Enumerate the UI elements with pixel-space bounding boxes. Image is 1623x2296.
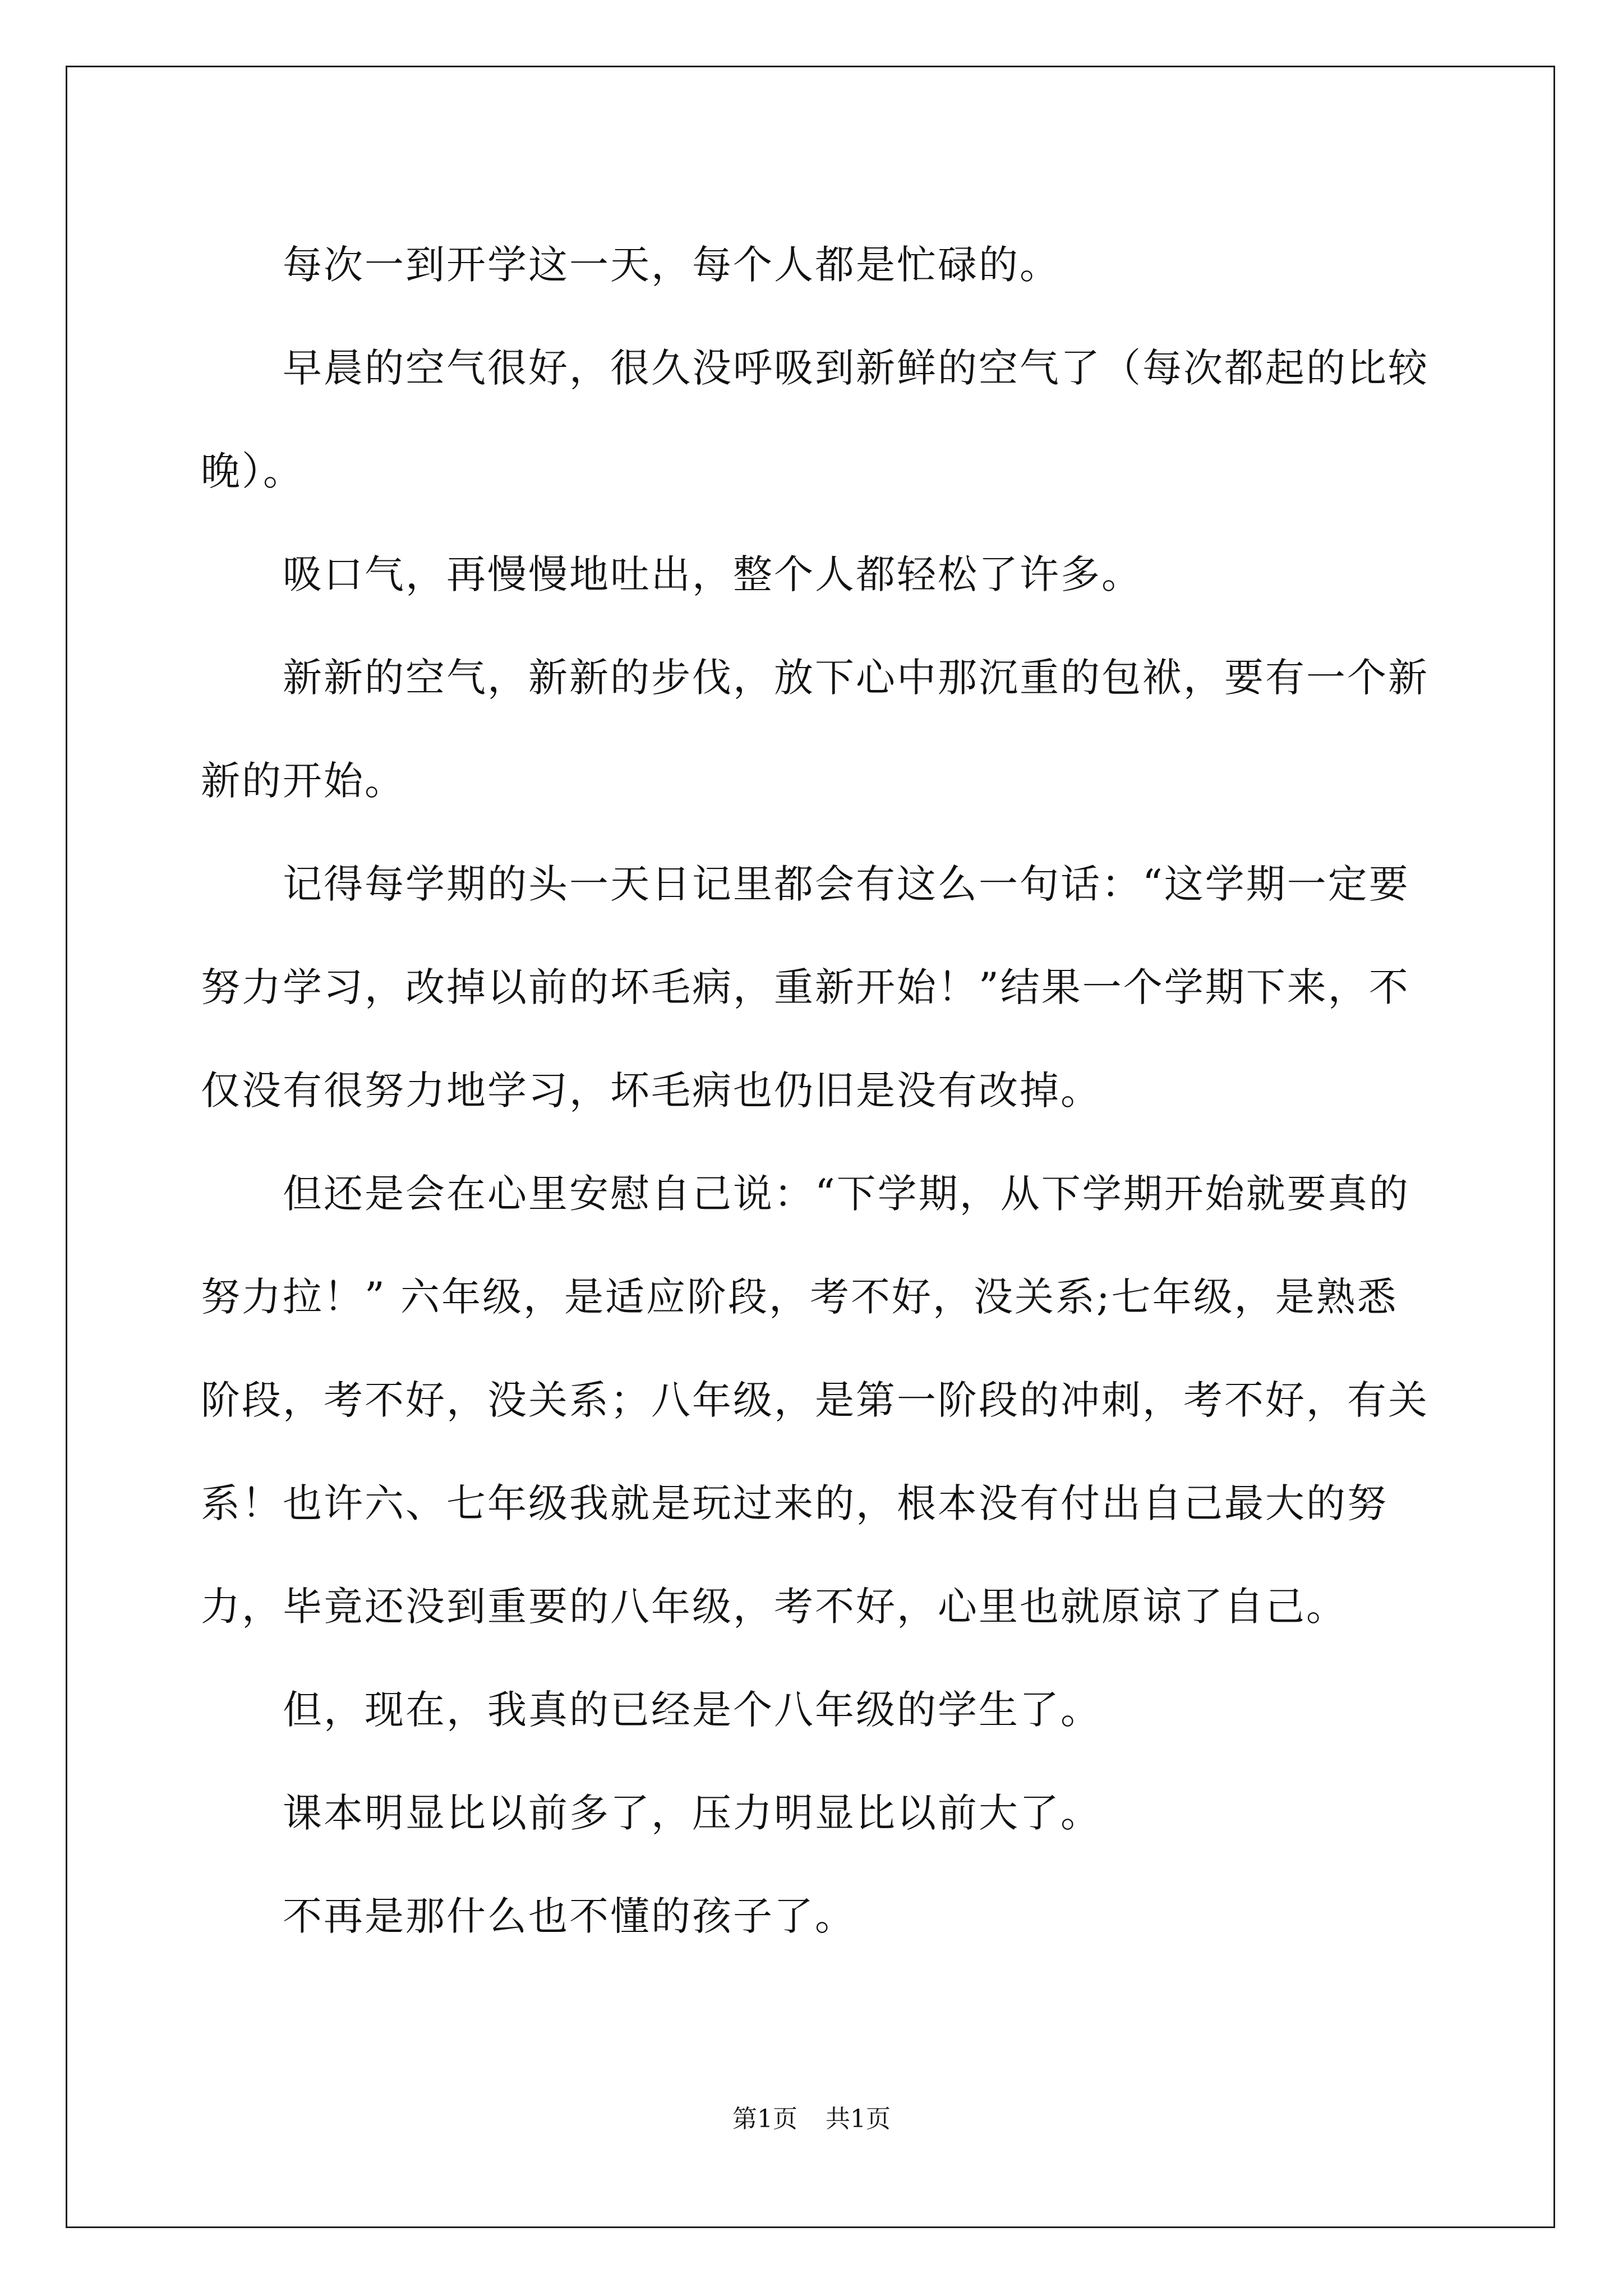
paragraph: 课本明显比以前多了，压力明显比以前大了。 xyxy=(283,1790,1101,1836)
paragraph: 但还是会在心里安慰自己说：“下学期，从下学期开始就要真的努力拉！” 六年级，是适应阶段，考不好，没关系;七年级，是熟悉阶段，考不好，没关系；八年级，是第一阶段的冲刺，考不好，有关系！也许六、七年级我就是玩过来的，根本没有付出自己最大的努力，毕竟还没到重要的八年级，考不好，心里也就原谅了自己。 xyxy=(201,1171,1429,1630)
paragraph: 但，现在，我真的已经是个八年级的学生了。 xyxy=(283,1687,1101,1733)
page-number-total: 共1页 xyxy=(826,2105,891,2133)
paragraph: 记得每学期的头一天日记里都会有这么一句话：“这学期一定要努力学习，改掉以前的坏毛病，重新开始！”结果一个学期下来，不仅没有很努力地学习，坏毛病也仍旧是没有改掉。 xyxy=(201,861,1410,1114)
paragraph: 早晨的空气很好，很久没呼吸到新鲜的空气了（每次都起的比较晚）。 xyxy=(201,345,1429,494)
paragraph: 不再是那什么也不懂的孩子了。 xyxy=(283,1893,856,1939)
paragraph: 每次一到开学这一天，每个人都是忙碌的。 xyxy=(283,242,1061,288)
paragraph: 新新的空气，新新的步伐，放下心中那沉重的包袱，要有一个新新的开始。 xyxy=(201,655,1429,804)
page-number-current: 第1页 xyxy=(732,2105,797,2133)
page-footer xyxy=(0,2102,1623,2136)
document-body xyxy=(201,213,1435,1968)
paragraph: 吸口气，再慢慢地吐出，整个人都轻松了许多。 xyxy=(283,551,1142,597)
